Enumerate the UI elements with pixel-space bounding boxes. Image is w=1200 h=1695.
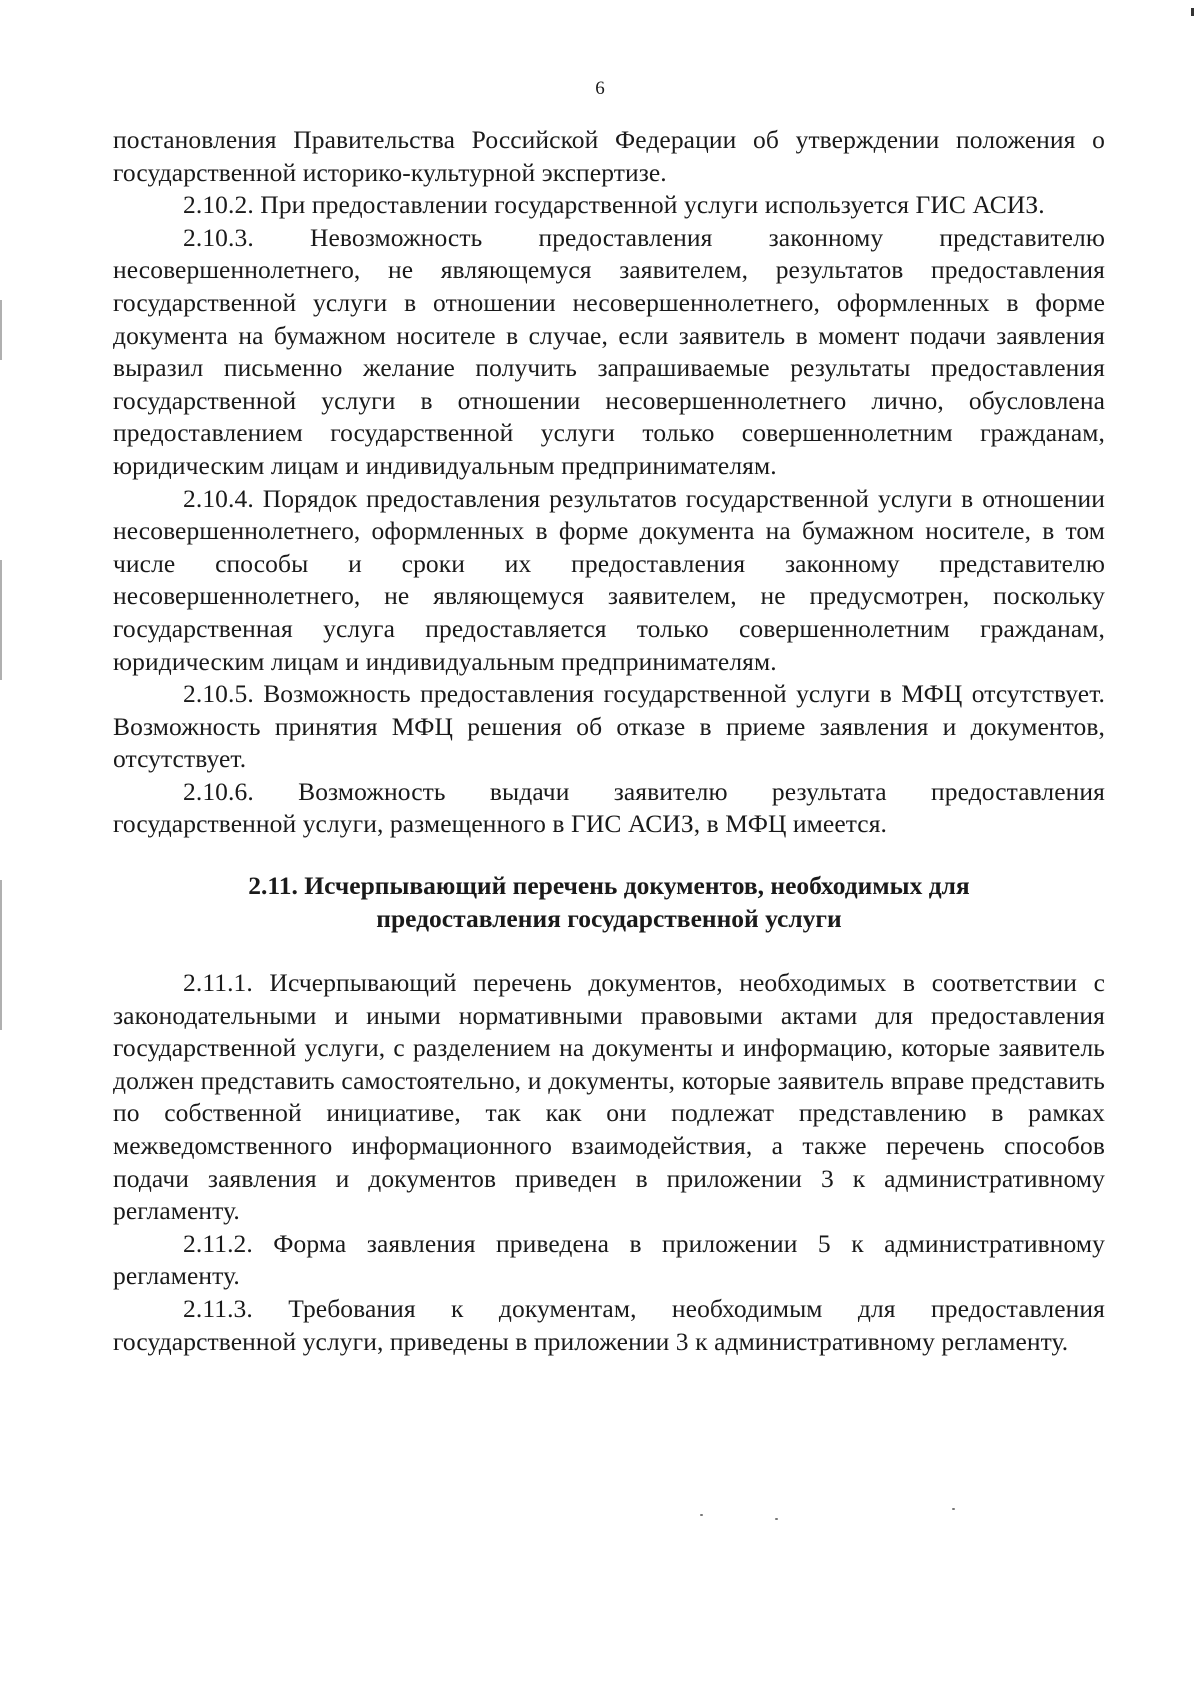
paragraph-2-11-2: 2.11.2. Форма заявления приведена в приложении 5 к административному регламенту. (113, 1228, 1105, 1291)
scan-corner-mark (1191, 8, 1194, 16)
scan-edge-mark (0, 300, 2, 360)
page-number: 6 (595, 78, 605, 99)
heading-spacer (113, 935, 1105, 967)
paragraph-2-10-5: 2.10.5. Возможность предоставления государственной услуги в МФЦ отсутствует. Возможность принятия МФЦ решения об отказе в приеме заявления и документов, отсутствует. (113, 679, 1105, 774)
paragraph-2-11-1: 2.11.1. Исчерпывающий перечень документов, необходимых в соответствии с законодательными и иными нормативными правовыми актами для предоставления государственной услуги, с разделением на документы и информацию, которые заявитель должен представить самостоятельно, и документы, которые заявитель вправе представить по собственной инициативе, так как они подлежат представлению в рамках межведомственного информационного взаимодействия, а также перечень способов подачи заявления и документов приведен в приложении 3 к административному регламенту. (113, 968, 1105, 1226)
document-body (113, 124, 1105, 1358)
scan-speck (700, 1514, 703, 1516)
paragraph-2-10-3: 2.10.3. Невозможность предоставления законному представителю несовершеннолетнего, не являющемуся заявителем, результатов предоставления государственной услуги в отношении несовершеннолетнего, оформленных в форме документа на бумажном носителе в случае, если заявитель в момент подачи заявления выразил письменно желание получить запрашиваемые результаты предоставления государственной услуги в отношении несовершеннолетнего лично, обусловлена предоставлением государственной услуги только совершеннолетним гражданам, юридическим лицам и индивидуальным предпринимателям. (113, 222, 1105, 480)
paragraph-2-11-3: 2.11.3. Требования к документам, необходимым для предоставления государственной услуги, приведены в приложении 3 к административному регламенту. (113, 1294, 1105, 1356)
paragraph-2-10-2: 2.10.2. При предоставлении государственной услуги используется ГИС АСИЗ. (183, 190, 1045, 220)
scan-speck (952, 1508, 955, 1510)
paragraph-2-10-4: 2.10.4. Порядок предоставления результатов государственной услуги в отношении несовершеннолетнего, оформленных в форме документа на бумажном носителе, в том числе способы и сроки их предоставления законному представителю несовершеннолетнего, не являющемуся заявителем, не предусмотрен, поскольку государственная услуга предоставляется только совершеннолетним гражданам, юридическим лицам и индивидуальным предпринимателям. (113, 483, 1105, 676)
scan-edge-mark (0, 560, 2, 680)
section-heading: 2.11. Исчерпывающий перечень документов, необходимых для предоставления государственной услуги (248, 871, 970, 934)
scan-speck (775, 1518, 778, 1520)
paragraph-2-10-6: 2.10.6. Возможность выдачи заявителю результата предоставления государственной услуги, размещенного в ГИС АСИЗ, в МФЦ имеется. (113, 776, 1105, 839)
scan-edge-mark (0, 880, 2, 1030)
paragraph: постановления Правительства Российской Федерации об утверждении положения о государственной историко-культурной экспертизе. (113, 125, 1105, 187)
